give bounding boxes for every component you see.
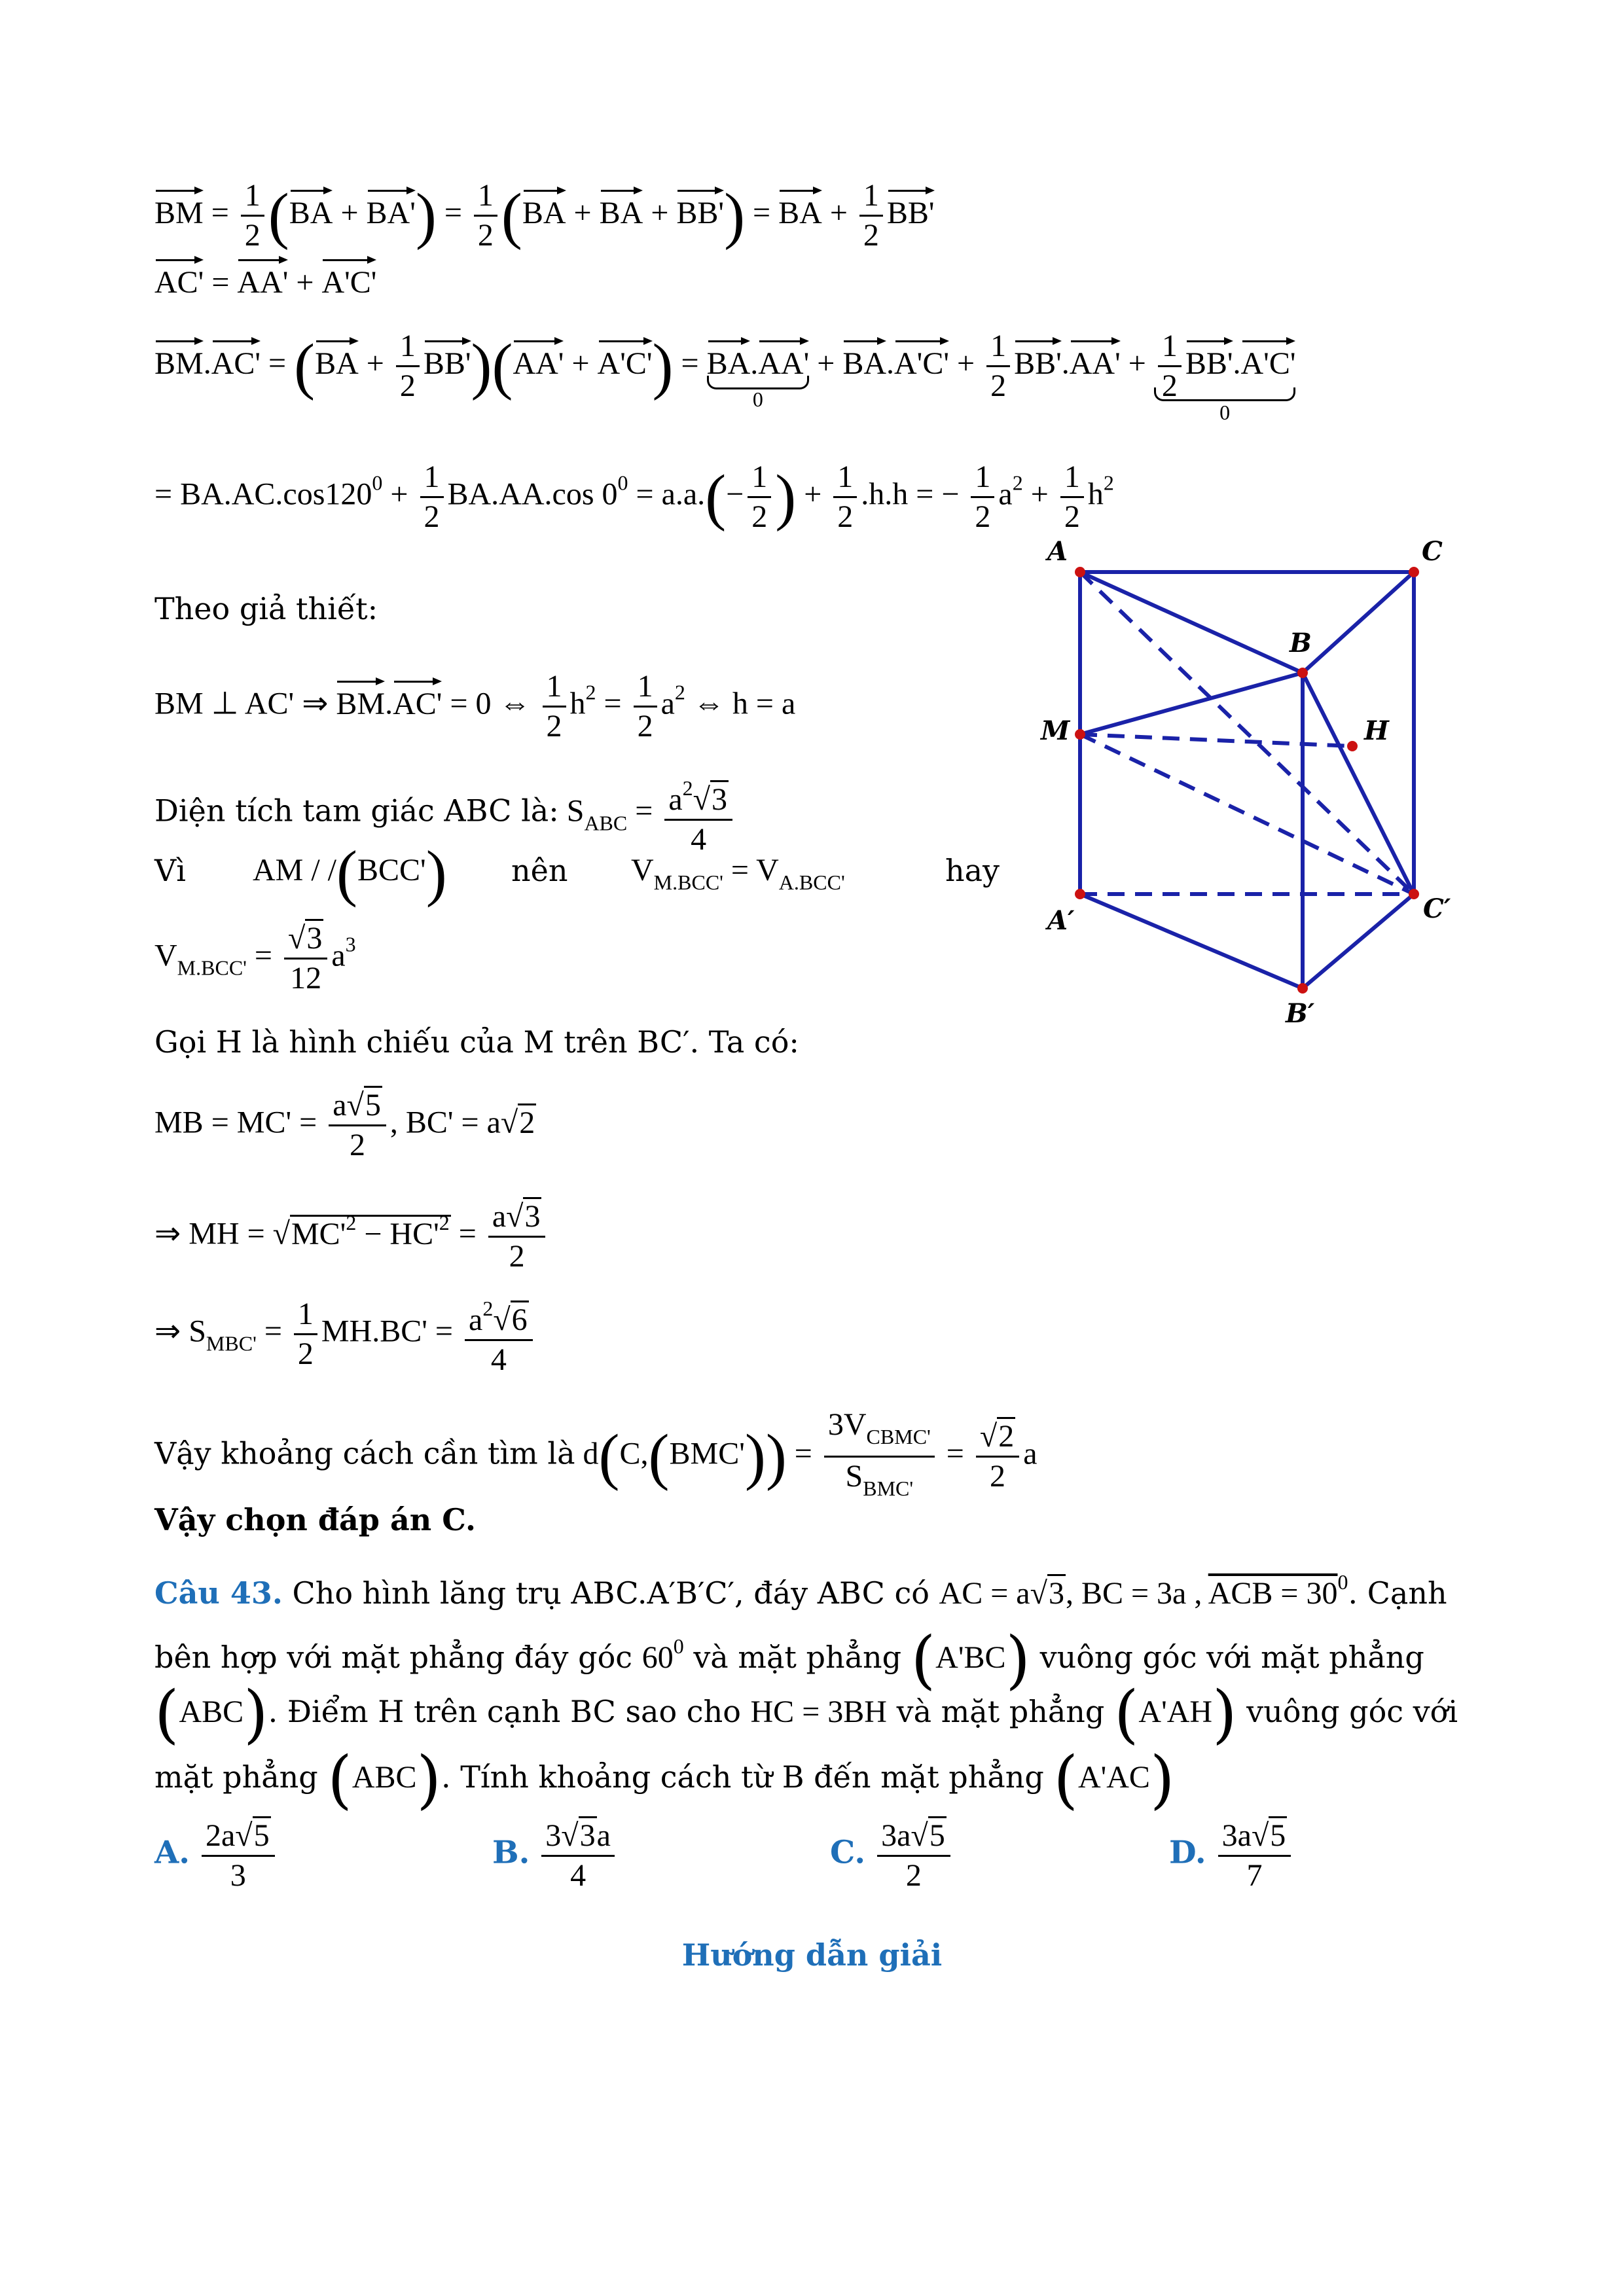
point-b — [1297, 668, 1308, 678]
option-b[interactable]: B. $\frac{3√3a}{4}$ — [492, 1817, 619, 1895]
label-b: B — [1290, 628, 1312, 658]
eq-ac-vector: AC' = AA' + A'C' — [154, 255, 376, 304]
eq-smbc: ⇒ $S_{MBC'}$ = $\frac{1}{2}$ MH.BC' = $\frac{a^2√6}{4}$ — [154, 1289, 537, 1379]
edge-mc1 — [1080, 734, 1414, 894]
edge-bc — [1303, 572, 1414, 673]
label-m: M — [1041, 715, 1070, 746]
label-a1: A′ — [1047, 905, 1075, 936]
text-goi: Gọi H là hình chiếu của M trên BC′. Ta có: — [154, 1024, 799, 1060]
q43-line3: (ABC). Điểm H trên cạnh BC sao cho HC = 3BH và mặt phẳng (A'AH) vuông góc với — [154, 1677, 1458, 1751]
option-d[interactable]: D. $\frac{3a√5}{7}$ — [1169, 1817, 1295, 1895]
prism-figure — [1021, 537, 1492, 1060]
eq-mh: ⇒ MH = $√MC'^2 - HC'^2$ = $\frac{a√3}{2}$ — [154, 1198, 549, 1276]
q43-line2: bên hợp với mặt phẳng đáy góc $60^0$ và mặt phẳng (A'BC) vuông góc với mặt phẳng — [154, 1623, 1424, 1696]
label-c: C — [1422, 537, 1443, 567]
point-a1 — [1075, 889, 1085, 899]
page: BM = $\frac{1}{2}$ (BA + BA') = $\frac{1}{2}$ (BA + BA + BB') = BA + $\frac{1}{2}$ BB' AC' = AA' + A'C' BM.AC' = (BA + $\frac{1}{2}$ BB')(AA' + A'C') = BA.AA' 0 + BA.A'C' + $\frac{1}{2}$ BB'.AA' + $\frac{1}{2}$ BB'.A'C' 0 = $BA.AC.\cos 120^0$ + $\frac{1}{2}$ BA.AA.cos $0^0 = a.a.(-$ $\frac{1}{2}$ ) + $\frac{1}{2}$ .h.h = − $\frac{1}{2}$ $a^2$ + $\frac{1}{2}$ $h^2$ Theo giả thiết: BM ⊥ AC' ⇒ BM.AC' = 0 ⇔ $\frac{1}{2}$ $h^2$ = $\frac{1}{2}$ $a^2$ ⇔ h = a Diện tích tam giác ABC là: $S_{ABC}$ = $\frac{a^2√3}{4}$ Vì AM / /(BCC') nên $V_{M.BCC'} = V_{A.BCC'}$ hay $V_{M.BCC'}$ = $\frac{√3}{12}$ $a^3$ Gọi H là hình chiếu của M trên BC′. Ta có: MB = MC' = $\frac{a√5}{2}$ , BC' = a√2 ⇒ MH = $√MC'^2 - HC'^2$ = $\frac{a√3}{2}$ ⇒ $S_{MBC'}$ = $\frac{1}{2}$ MH.BC' = $\frac{a^2√6}{4}$ Vậy khoảng cách cần tìm là d(C,(BMC')) = $\frac{3V_{CBMC'}}{S_{BMC'}}$ = $\frac{√2}{2}$ a Vậy chọn đáp án C. Câu 43. Cho hình lăng trụ ABC.A′B′C′, đáy ABC có AC = a√3, BC = 3a , ACB = $30^0$. Cạnh bên hợp với mặt phẳng đáy góc $60^0$ và mặt phẳng (A'BC) vuông góc với mặt phẳng (ABC). Điểm H trên cạnh BC sao cho HC = 3BH và mặt phẳng (A'AH) vuông góc với mặt phẳng (ABC). Tính khoảng cách từ B đến mặt phẳng (A'AC) A. $\frac{2a√5}{3}$ B. $\frac{3√3a}{4}$ C. $\frac{3a√5}{2}$ D. $\frac{3a√5}{7}$ Hướng dẫn giải A C B M H A′ C′ B′ — [0, 0, 1624, 2296]
label-a: A — [1047, 537, 1068, 567]
label-c1: C′ — [1423, 893, 1451, 924]
eq-mb: MB = MC' = $\frac{a√5}{2}$ , BC' = a√2 — [154, 1086, 536, 1164]
text-theo: Theo giả thiết: — [154, 591, 378, 626]
edge-b1c1 — [1303, 894, 1414, 988]
point-a — [1075, 567, 1085, 577]
edge-mb — [1080, 673, 1303, 734]
edge-a1b1 — [1080, 894, 1303, 988]
vec-bm: BM — [154, 186, 204, 234]
eq-perp: BM ⊥ AC' ⇒ BM.AC' = 0 ⇔ $\frac{1}{2}$ $h^2$ = $\frac{1}{2}$ $a^2$ ⇔ h = a — [154, 669, 796, 744]
eq-expand: = $BA.AC.\cos 120^0$ + $\frac{1}{2}$ BA.AA.cos $0^0 = a.a.(-$ $\frac{1}{2}$ ) + $\frac{1}{2}$ .h.h = − $\frac{1}{2}$ $a^2$ + $\frac{1}{2}$ $h^2$ — [154, 459, 1114, 534]
option-c[interactable]: C. $\frac{3a√5}{2}$ — [830, 1817, 954, 1895]
point-c — [1409, 567, 1419, 577]
point-c1 — [1409, 889, 1419, 899]
text-area: Diện tích tam giác ABC là: $S_{ABC}$ = $\frac{a^2√3}{4}$ — [154, 769, 736, 859]
label-b1: B′ — [1286, 998, 1315, 1029]
edge-ab — [1080, 572, 1303, 673]
point-m — [1075, 729, 1085, 740]
edge-bc1 — [1303, 673, 1414, 894]
answer-options — [154, 1817, 1470, 1902]
point-h — [1347, 741, 1358, 751]
q43-line1: Câu 43. Cho hình lăng trụ ABC.A′B′C′, đáy ABC có AC = a√3, BC = 3a , ACB = $30^0$. Cạnh — [154, 1570, 1447, 1611]
question-43 — [154, 1561, 1470, 1821]
option-a[interactable]: A. $\frac{2a√5}{3}$ — [154, 1817, 279, 1895]
edge-mh — [1080, 734, 1352, 746]
q43-line4: mặt phẳng (ABC). Tính khoảng cách từ B đến mặt phẳng (A'AC) — [154, 1743, 1175, 1816]
point-b1 — [1297, 983, 1308, 994]
text-choose: Vậy chọn đáp án C. — [154, 1502, 477, 1537]
guide-heading: Hướng dẫn giải — [681, 1937, 943, 1973]
eq-distance: Vậy khoảng cách cần tìm là d(C,(BMC')) = $\frac{3V_{CBMC'}}{S_{BMC'}}$ = $\frac{√2}{2}$ a — [154, 1407, 1038, 1500]
eq-volume: $V_{M.BCC'}$ = $\frac{√3}{12}$ $a^3$ — [154, 920, 356, 997]
eq-bm-vector: BM = $\frac{1}{2}$ (BA + BA') = $\frac{1}{2}$ (BA + BA + BB') = BA + $\frac{1}{2}$ BB' — [154, 178, 935, 253]
eq-dot-product: BM.AC' = (BA + $\frac{1}{2}$ BB')(AA' + A'C') = BA.AA' 0 + BA.A'C' + $\frac{1}{2}$ BB'.AA' + $\frac{1}{2}$ BB'.A'C' 0 — [154, 329, 1296, 424]
label-h: H — [1364, 715, 1389, 746]
